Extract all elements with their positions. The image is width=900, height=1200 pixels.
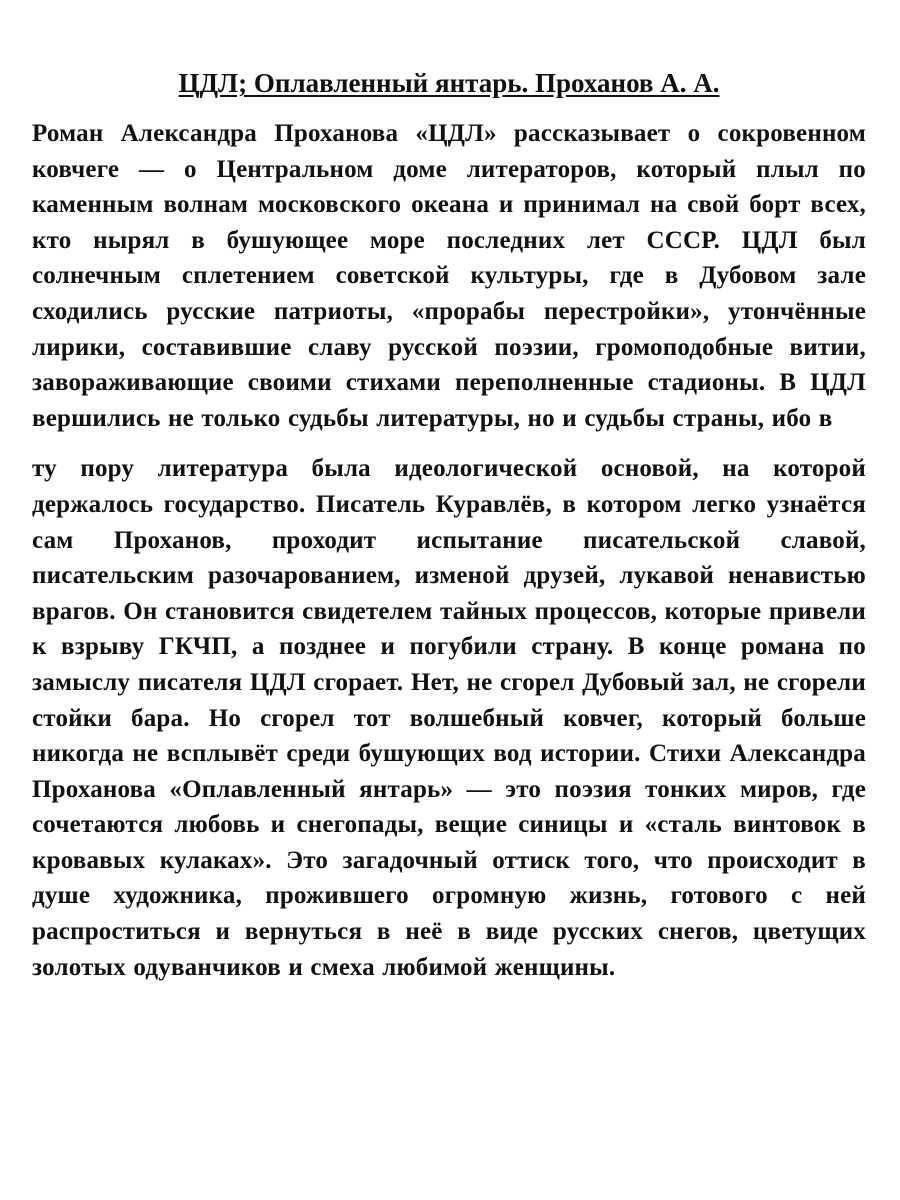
document-page <box>32 66 866 985</box>
document-title-text: ЦДЛ; Оплавленный янтарь. Проханов А. А. <box>178 68 720 98</box>
paragraph-2: ту пору литература была идеологической основой, на которой держалось государство. Писатель Куравлёв, в котором легко узнаётся сам Проханов, проходит испытание писательской славой, писательским разочарованием, изменой друзей, лукавой ненавистью врагов. Он становится свидетелем тайных процессов, которые привели к взрыву ГКЧП, а позднее и погубили страну. В конце романа по замыслу писателя ЦДЛ сгорает. Нет, не сгорел Дубовый зал, не сгорели стойки бара. Но сгорел тот волшебный ковчег, который больше никогда не всплывёт среди бушующих вод истории. Стихи Александра Проханова «Оплавленный янтарь» — это поэзия тонких миров, где сочетаются любовь и снегопады, вещие синицы и «сталь винтовок в кровавых кулаках». Это загадочный оттиск того, что происходит в душе художника, прожившего огромную жизнь, готового с ней распроститься и вернуться в неё в виде русских снегов, цветущих золотых одуванчиков и смеха любимой женщины. <box>32 455 866 981</box>
paragraph-1: Роман Александра Проханова «ЦДЛ» рассказывает о сокровенном ковчеге — о Центральном доме литераторов, который плыл по каменным волнам московского океана и принимал на свой борт всех, кто нырял в бушующее море последних лет СССР. ЦДЛ был солнечным сплетением советской культуры, где в Дубовом зале сходились русские патриоты, «прорабы перестройки», утончённые лирики, составившие славу русской поэзии, громоподобные витии, завораживающие своими стихами переполненные стадионы. В ЦДЛ вершились не только судьбы литературы, но и судьбы страны, ибо в <box>32 120 866 432</box>
document-title <box>32 66 866 100</box>
